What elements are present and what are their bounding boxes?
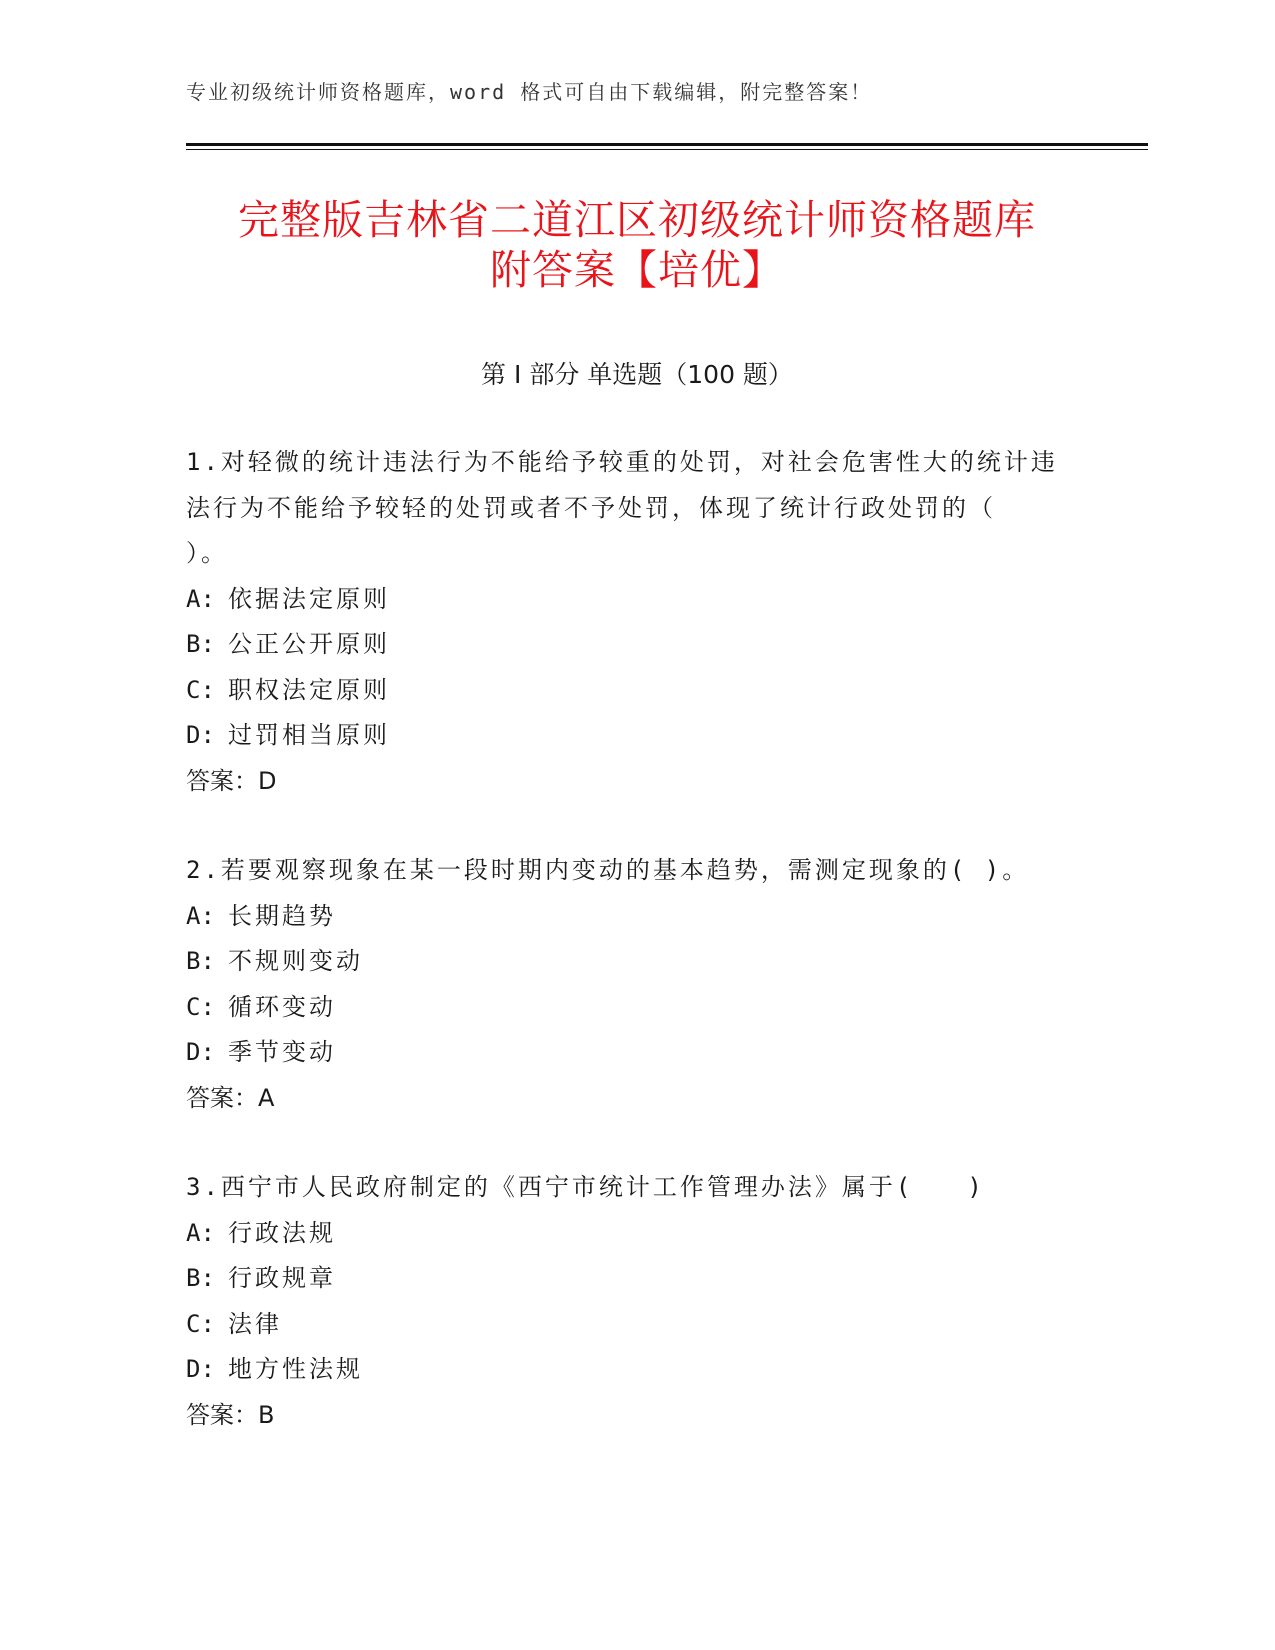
option-d bbox=[186, 1347, 1066, 1393]
option-text: 行政法规 bbox=[228, 1218, 336, 1247]
header-rule-thick bbox=[186, 143, 1148, 146]
option-text: 循环变动 bbox=[228, 992, 336, 1021]
option-text: 公正公开原则 bbox=[228, 630, 390, 658]
option-letter: C: bbox=[186, 992, 215, 1021]
option-text: 地方性法规 bbox=[228, 1355, 363, 1383]
option-a bbox=[186, 894, 1066, 940]
option-text: 不规则变动 bbox=[228, 947, 363, 975]
option-letter: D: bbox=[186, 1038, 215, 1066]
question-3 bbox=[186, 1165, 1066, 1438]
option-b bbox=[186, 1256, 1066, 1302]
option-text: 职权法定原则 bbox=[228, 675, 390, 704]
document-title bbox=[186, 195, 1088, 295]
option-text: 依据法定原则 bbox=[228, 584, 390, 613]
page-header: 专业初级统计师资格题库，word 格式可自由下载编辑，附完整答案！ bbox=[186, 80, 873, 104]
option-letter: D: bbox=[186, 1355, 215, 1383]
option-letter: A: bbox=[186, 901, 215, 930]
option-d bbox=[186, 713, 1066, 759]
document-title-line-1: 完整版吉林省二道江区初级统计师资格题库 bbox=[238, 196, 1036, 244]
option-a bbox=[186, 577, 1066, 623]
question-1 bbox=[186, 440, 1077, 804]
section-heading: 第 I 部分 单选题（100 题） bbox=[481, 360, 793, 389]
option-b bbox=[186, 622, 1066, 668]
option-letter: B: bbox=[186, 947, 215, 975]
option-b bbox=[186, 939, 1066, 985]
option-d bbox=[186, 1030, 1066, 1076]
answer: 答案：D bbox=[186, 766, 277, 795]
option-letter: B: bbox=[186, 1264, 215, 1292]
answer: 答案：A bbox=[186, 1083, 275, 1112]
question-list bbox=[186, 440, 1077, 1482]
option-text: 过罚相当原则 bbox=[228, 721, 390, 749]
option-letter: A: bbox=[186, 584, 215, 613]
option-letter: C: bbox=[186, 675, 215, 704]
option-c bbox=[186, 668, 1066, 714]
answer: 答案：B bbox=[186, 1400, 275, 1429]
document-title-line-2: 附答案【培优】 bbox=[490, 246, 784, 294]
option-letter: C: bbox=[186, 1309, 215, 1338]
option-text: 行政规章 bbox=[228, 1264, 336, 1292]
header-rule-thin bbox=[186, 149, 1148, 150]
option-text: 季节变动 bbox=[228, 1038, 336, 1066]
option-a bbox=[186, 1211, 1066, 1257]
option-letter: D: bbox=[186, 721, 215, 749]
question-stem: 2.若要观察现象在某一段时期内变动的基本趋势，需测定现象的( )。 bbox=[186, 856, 1030, 884]
question-2 bbox=[186, 848, 1066, 1121]
question-stem: 3.西宁市人民政府制定的《西宁市统计工作管理办法》属于( ) bbox=[186, 1173, 985, 1201]
option-letter: A: bbox=[186, 1218, 215, 1247]
option-c bbox=[186, 985, 1066, 1031]
option-c bbox=[186, 1302, 1066, 1348]
option-text: 长期趋势 bbox=[228, 901, 336, 930]
question-stem: 1.对轻微的统计违法行为不能给予较重的处罚，对社会危害性大的统计违法行为不能给予较轻的处罚或者不予处罚，体现了统计行政处罚的（ ）。 bbox=[186, 448, 1077, 567]
option-letter: B: bbox=[186, 630, 215, 658]
option-text: 法律 bbox=[228, 1309, 282, 1338]
